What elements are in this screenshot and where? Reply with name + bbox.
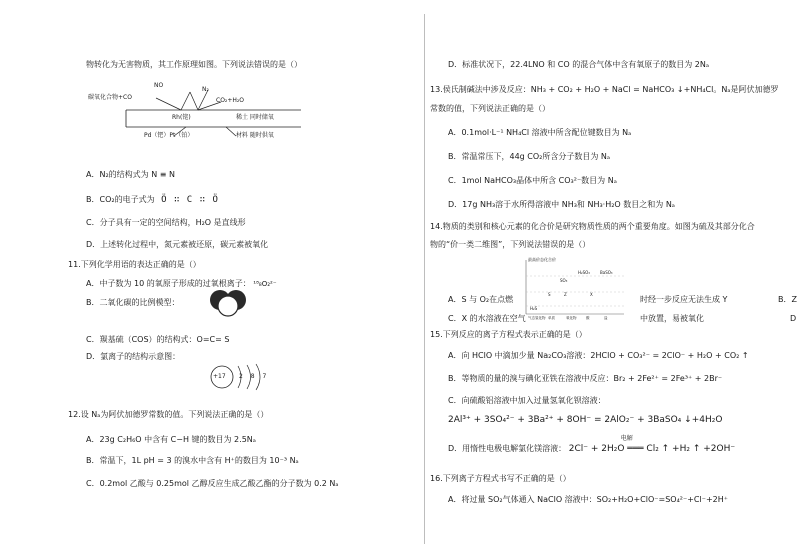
label-x: X (590, 292, 593, 297)
q12-stem: 12.设 Nₐ为阿伏加德罗常数的值。下列说法正确的是（） (68, 410, 269, 419)
q10-co2-electron-formula: Ö ∷ C ∷ Ö (161, 195, 219, 205)
left-column (68, 0, 386, 560)
right-column (430, 0, 797, 560)
q14-stem-line2: 物的“价一类二维图”，下列说法错误的是（） (430, 240, 591, 249)
q16-stem: 16.下列离子方程式书写不正确的是（） (430, 474, 571, 483)
q15-stem: 15.下列反应的离子方程式表示正确的是（） (430, 330, 587, 339)
q11-option-a-text: A．中子数为 10 的氧原子形成的过氧根离子： (86, 279, 251, 288)
label-baso3: BaSO₃ (600, 270, 613, 275)
diagram-rare-earth-label: 稀土 同时储氧 (236, 114, 274, 121)
q15-option-d-equation-wrap (568, 435, 736, 455)
q13-stem-line2: 常数的值，下列说法正确的是（） (430, 104, 550, 113)
q10-option-b (86, 195, 219, 206)
xlabel-salt: 盐 (604, 316, 608, 320)
q14-option-a: A．S 与 O₂在点燃 (448, 295, 514, 304)
q14-option-c: C．X 的水溶液在空气 (448, 314, 526, 323)
ion-shell-electrons: 2 8 7 (239, 373, 270, 380)
valence-grid (518, 256, 628, 324)
q13-option-b: B．常温常压下，44g CO₂所含分子数目为 Nₐ (448, 152, 611, 161)
xlabel-oxide: 氧化物 (566, 316, 577, 320)
q15-option-a: A．向 HClO 中滴加少量 Na₂CO₃溶液：2HClO + CO₃²⁻ = 2ClO⁻ + H₂O + CO₂ ↑ (448, 351, 749, 360)
q14-stem-line1: 14.物质的类别和核心元素的化合价是研究物质性质的两个重要角度。如图为硫及其部分化合 (430, 222, 755, 231)
q12-option-c: C．0.2mol 乙酸与 0.25mol 乙醇反应生成乙酸乙酯的分子数为 0.2 Nₐ (86, 479, 339, 488)
diagram-pd-pt-label: Pd（钯）Pt（铂） (144, 132, 194, 139)
q16-option-a: A．将过量 SO₂气体通入 NaClO 溶液中：SO₂+H₂O+ClO⁻=SO₄²⁻+Cl⁻+2H⁺ (448, 495, 728, 504)
q15-option-b: B．等物质的量的溴与碘化亚铁在溶液中反应：Br₂ + 2Fe²⁺ = 2Fe³⁺ + 2Br⁻ (448, 374, 723, 383)
q15-option-d-text: D．用惰性电极电解氯化镁溶液： (448, 444, 567, 453)
label-h2so3: H₂SO₃ (578, 270, 590, 275)
q10-option-c: C．分子具有一定的空间结构，H₂O 是直线形 (86, 218, 246, 227)
xlabel-element: 单质 (548, 316, 555, 320)
q14-option-c-tail: 中放置，易被氧化 (640, 314, 704, 323)
q14-option-b-edge: B．Z (778, 295, 797, 304)
valence-class-diagram (518, 256, 628, 324)
label-h2s: H₂S (530, 306, 538, 311)
column-divider (424, 14, 425, 544)
q13-option-c: C．1mol NaHCO₃晶体中所含 CO₃²⁻数目为 Nₐ (448, 176, 617, 185)
q14-option-a-tail: 时经一步反应无法生成 Y (640, 295, 728, 304)
q13-option-a: A．0.1mol·L⁻¹ NH₄Cl 溶液中所含配位键数目为 Nₐ (448, 128, 632, 137)
label-s: S (548, 292, 551, 297)
chloride-ion-structure (208, 362, 268, 392)
diagram-n2-label: N₂ (202, 86, 209, 93)
q10-option-b-text: B．CO₂的电子式为 (86, 195, 155, 204)
q13-stem-line1: 13.侯氏制碱法中涉及反应：NH₃ + CO₂ + H₂O + NaCl = NaHCO₃ ↓+NH₄Cl。Nₐ是阿伏加德罗 (430, 85, 779, 94)
q11-option-d-text: D．氯离子的结构示意图： (86, 352, 181, 361)
diagram-material-label: 材料 随时供氧 (236, 132, 274, 139)
q10-option-a: A．N₂的结构式为 N ≡ N (86, 170, 175, 179)
q13-option-d: D．17g NH₃溶于水所得溶液中 NH₃和 NH₃·H₂O 数目之和为 Nₐ (448, 200, 675, 209)
diagram-rh-label: Rh(铑) (172, 114, 191, 121)
q15-electrolysis-condition: 电解 (620, 435, 633, 442)
diagram-title: 最高价态化合价 (528, 257, 556, 262)
q11-option-b-text: B．二氧化碳的比例模型： (86, 298, 180, 307)
q11-stem: 11.下列化学用语的表达正确的是（） (68, 260, 201, 269)
q10-option-d: D．上述转化过程中，氮元素被还原，碳元素被氧化 (86, 240, 269, 249)
q12-option-b: B．常温下，1L pH = 3 的溴水中含有 H⁺的数目为 10⁻³ Nₐ (86, 456, 299, 465)
diagram-hc-label: 碳氧化合物+CO (88, 94, 132, 101)
xlabel-hydride: 气态氢化物 (528, 316, 546, 320)
q15-option-c: C．向硫酸铝溶液中加入过量氢氧化钡溶液： (448, 396, 606, 405)
label-z: Z (564, 292, 567, 297)
ion-nucleus-charge: +17 (213, 373, 226, 380)
co2-space-filling-model (208, 288, 248, 322)
q11-option-b (86, 298, 180, 308)
catalyst-diagram (86, 80, 316, 150)
q11-option-c: C．羰基硫（COS）的结构式：O=C= S (86, 335, 230, 344)
catalyst-diagram-lines (86, 80, 316, 150)
diagram-no-label: NO (154, 82, 164, 89)
q12-option-a: A．23g C₂H₆O 中含有 C−H 键的数目为 2.5Nₐ (86, 435, 256, 444)
diagram-co2-label: CO₂+H₂O (216, 97, 244, 104)
q12-option-d: D．标准状况下，22.4LNO 和 CO 的混合气体中含有氧原子的数目为 2Nₐ (448, 60, 709, 69)
q15-option-d-equation: 2Cl⁻ + 2H₂O ═══ Cl₂ ↑ +H₂ ↑ +2OH⁻ (568, 444, 736, 454)
q11-peroxide-formula: ¹⁸₈O₂²⁻ (253, 280, 277, 288)
q11-option-d (86, 352, 180, 362)
q14-option-d-edge: D (790, 314, 797, 323)
xlabel-acid: 酸 (586, 316, 590, 320)
q15-option-d (448, 435, 736, 455)
intro-text: 物转化为无害物质，其工作原理如图。下列说法错误的是（） (86, 60, 302, 69)
label-so3: SO₃ (560, 278, 568, 283)
q15-option-c-equation: 2Al³⁺ + 3SO₄²⁻ + 3Ba²⁺ + 8OH⁻ = 2AlO₂⁻ + 3BaSO₄ ↓+4H₂O (448, 415, 723, 425)
